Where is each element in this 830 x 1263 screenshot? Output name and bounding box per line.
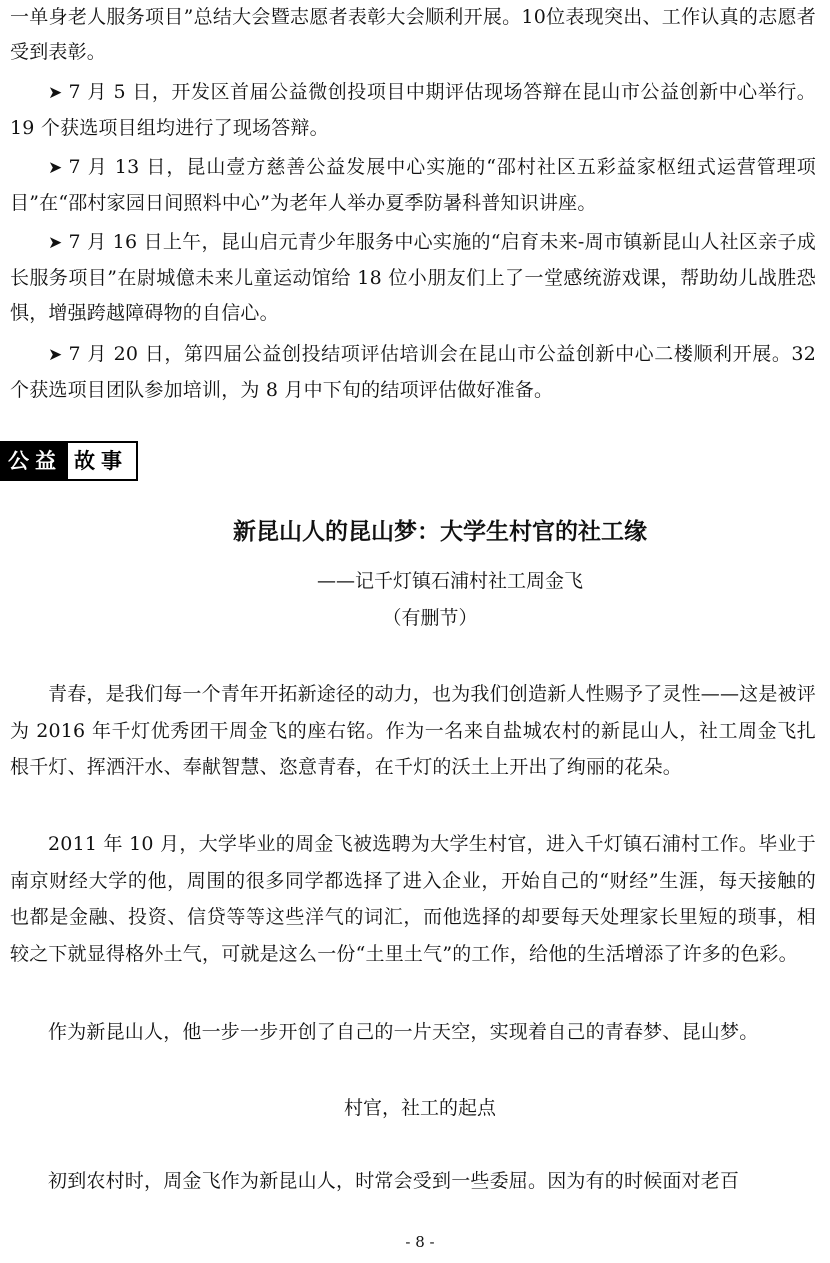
bullet-text: 7 月 16 日上午，昆山启元青少年服务中心实施的“启育未来-周市镇新昆山人社区亲子成长服务项目”在尉城億未来儿童运动馆给 18 位小朋友们上了一堂感统游戏课，帮助幼儿战胜恐惧，增强跨越障碍物的自信心。: [10, 231, 816, 324]
arrow-bullet-icon: ➤: [48, 233, 63, 253]
article-title: 新昆山人的昆山梦：大学生村官的社工缘: [233, 518, 647, 545]
bullet-text: 7 月 13 日，昆山壹方慈善公益发展中心实施的“邵村社区五彩益家枢纽式运营管理项目”在“邵村家园日间照料中心”为老年人举办夏季防暑科普知识讲座。: [10, 156, 816, 214]
section-tag-public-welfare-stories: [0, 441, 138, 481]
article-paragraph: 初到农村时，周金飞作为新昆山人，时常会受到一些委屈。因为有的时候面对老百: [48, 1170, 740, 1192]
section-tag-light-label: 故事: [68, 443, 136, 479]
article-paragraph: 作为新昆山人，他一步一步开创了自己的一片天空，实现着自己的青春梦、昆山梦。: [48, 1021, 759, 1043]
continued-paragraph: 一单身老人服务项目”总结大会暨志愿者表彰大会顺利开展。10位表现突出、工作认真的志愿者受到表彰。: [10, 6, 816, 63]
article-subtitle: ——记千灯镇石浦村社工周金飞: [316, 570, 583, 592]
article-paragraph: 2011 年 10 月，大学毕业的周金飞被选聘为大学生村官，进入千灯镇石浦村工作。毕业于南京财经大学的他，周围的很多同学都选择了进入企业，开始自己的“财经”生涯，每天接触的也都是金融、投资、信贷等等这些洋气的词汇，而他选择的却要每天处理家长里短的琐事，相较之下就显得格外土气，可就是这么一份“土里土气”的工作，给他的生活增添了许多的色彩。: [10, 833, 816, 965]
bullet-item: [10, 337, 816, 408]
article-note: （有删节）: [382, 607, 478, 629]
section-tag-dark-label: 公益: [2, 443, 68, 479]
arrow-bullet-icon: ➤: [48, 83, 63, 103]
bullet-item: [10, 150, 816, 221]
page-number: - 8 -: [405, 1233, 435, 1251]
bullet-text: 7 月 5 日，开发区首届公益微创投项目中期评估现场答辩在昆山市公益创新中心举行。19 个获选项目组均进行了现场答辩。: [10, 81, 816, 139]
arrow-bullet-icon: ➤: [48, 158, 63, 178]
bullet-item: [10, 225, 816, 331]
bullet-item: [10, 75, 816, 146]
bullet-text: 7 月 20 日，第四届公益创投结项评估培训会在昆山市公益创新中心二楼顺利开展。32 个获选项目团队参加培训，为 8 月中下旬的结项评估做好准备。: [10, 343, 816, 401]
article-paragraph: 青春，是我们每一个青年开拓新途径的动力，也为我们创造新人性赐予了灵性——这是被评为 2016 年千灯优秀团干周金飞的座右铭。作为一名来自盐城农村的新昆山人，社工周金飞扎根千灯、挥洒汗水、奉献智慧、恣意青春，在千灯的沃土上开出了绚丽的花朵。: [10, 683, 817, 778]
arrow-bullet-icon: ➤: [48, 345, 63, 365]
article-sub-heading: 村官，社工的起点: [343, 1097, 496, 1119]
